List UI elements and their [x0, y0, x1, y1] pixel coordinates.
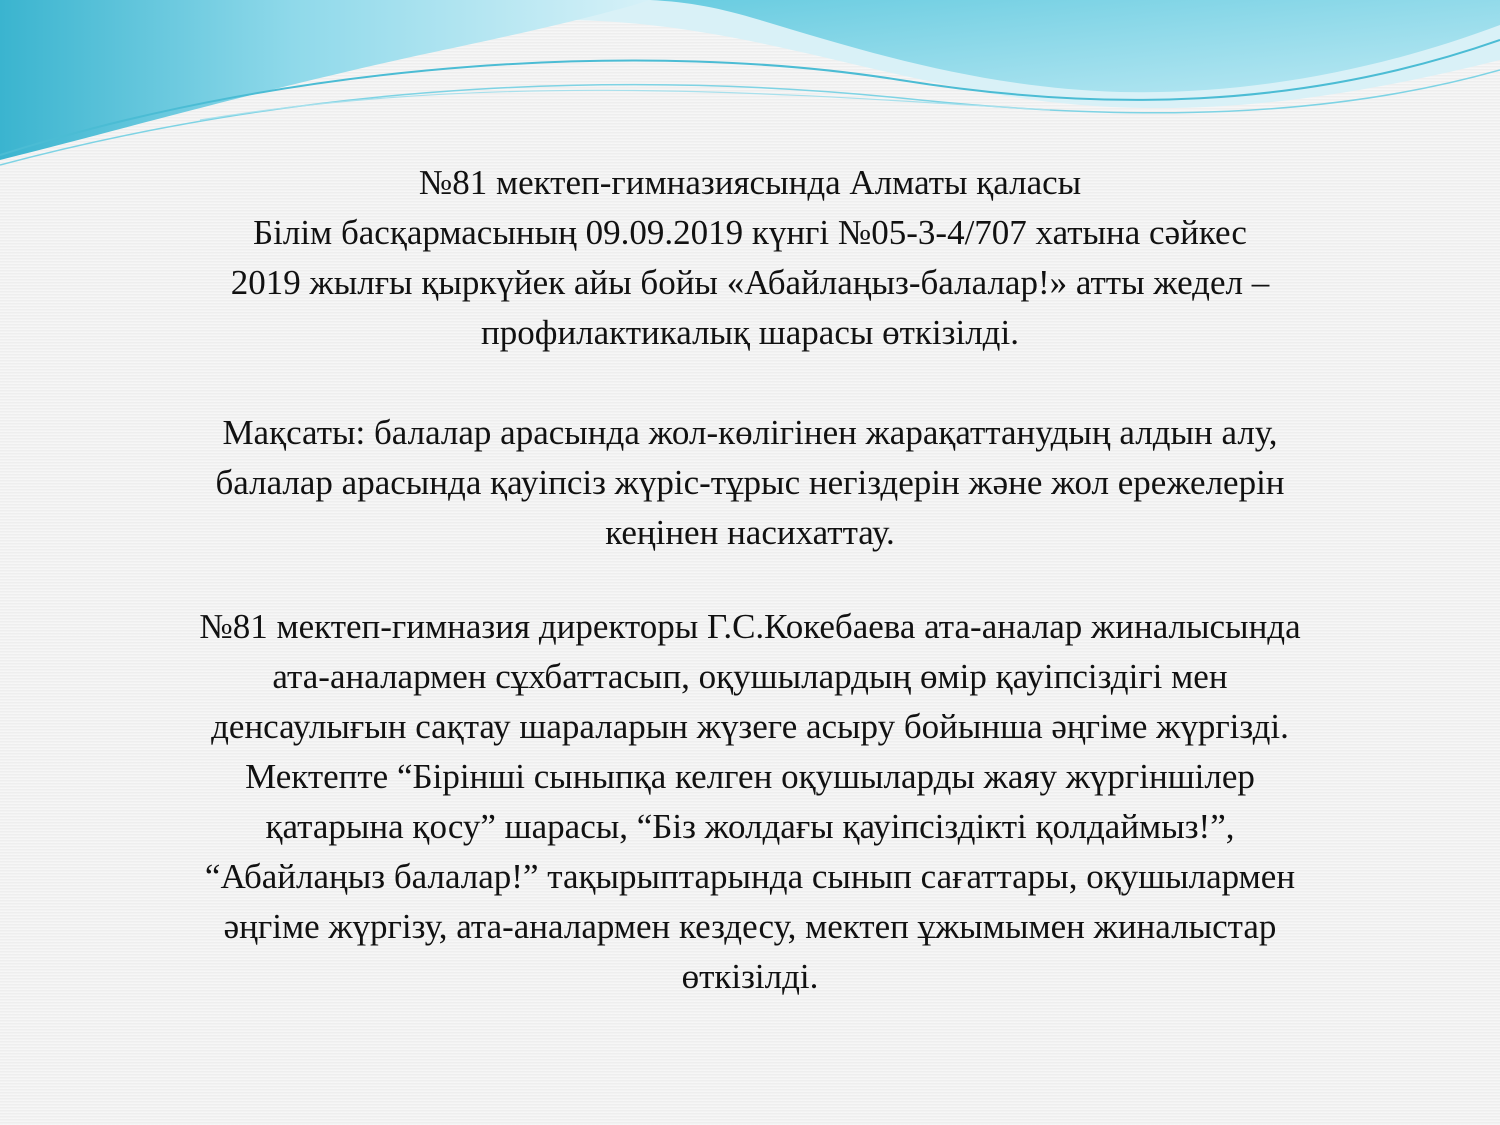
- paragraph-activities: [40, 602, 1460, 1002]
- text-line: өткізілді.: [681, 957, 819, 996]
- text-line: №81 мектеп-гимназия директоры Г.С.Кокебаева ата-аналар жиналысында: [199, 607, 1301, 646]
- text-line: Білім басқармасының 09.09.2019 күнгі №05-3-4/707 хатына сәйкес: [253, 213, 1247, 252]
- text-line: профилактикалық шарасы өткізілді.: [481, 313, 1019, 352]
- text-line: 2019 жылғы қыркүйек айы бойы «Абайлаңыз-балалар!» атты жедел –: [230, 263, 1270, 302]
- text-line: “Абайлаңыз балалар!” тақырыптарында сынып сағаттары, оқушылармен: [204, 857, 1296, 896]
- paragraph-event-intro: [40, 158, 1460, 358]
- slide-body: [40, 158, 1460, 1002]
- text-line: әңгіме жүргізу, ата-аналармен кездесу, мектеп ұжымымен жиналыстар: [223, 907, 1277, 946]
- paragraph-goal: [40, 408, 1460, 558]
- text-line: Мектепте “Бірінші сыныпқа келген оқушыларды жаяу жүргіншілер: [245, 757, 1255, 796]
- header-wave-decoration: [0, 0, 1500, 180]
- text-line: Мақсаты: балалар арасында жол-көлігінен жарақаттанудың алдын алу,: [222, 413, 1278, 452]
- text-line: қатарына қосу” шарасы, “Біз жолдағы қауіпсіздікті қолдаймыз!”,: [265, 807, 1235, 846]
- text-line: №81 мектеп-гимназиясында Алматы қаласы: [418, 163, 1082, 202]
- text-line: кеңінен насихаттау.: [605, 513, 895, 552]
- text-line: ата-аналармен сұхбаттасып, оқушылардың өмір қауіпсіздігі мен: [272, 657, 1228, 696]
- text-line: денсаулығын сақтау шараларын жүзеге асыру бойынша әңгіме жүргізді.: [211, 707, 1289, 746]
- text-line: балалар арасында қауіпсіз жүріс-тұрыс негіздерін және жол ережелерін: [215, 463, 1285, 502]
